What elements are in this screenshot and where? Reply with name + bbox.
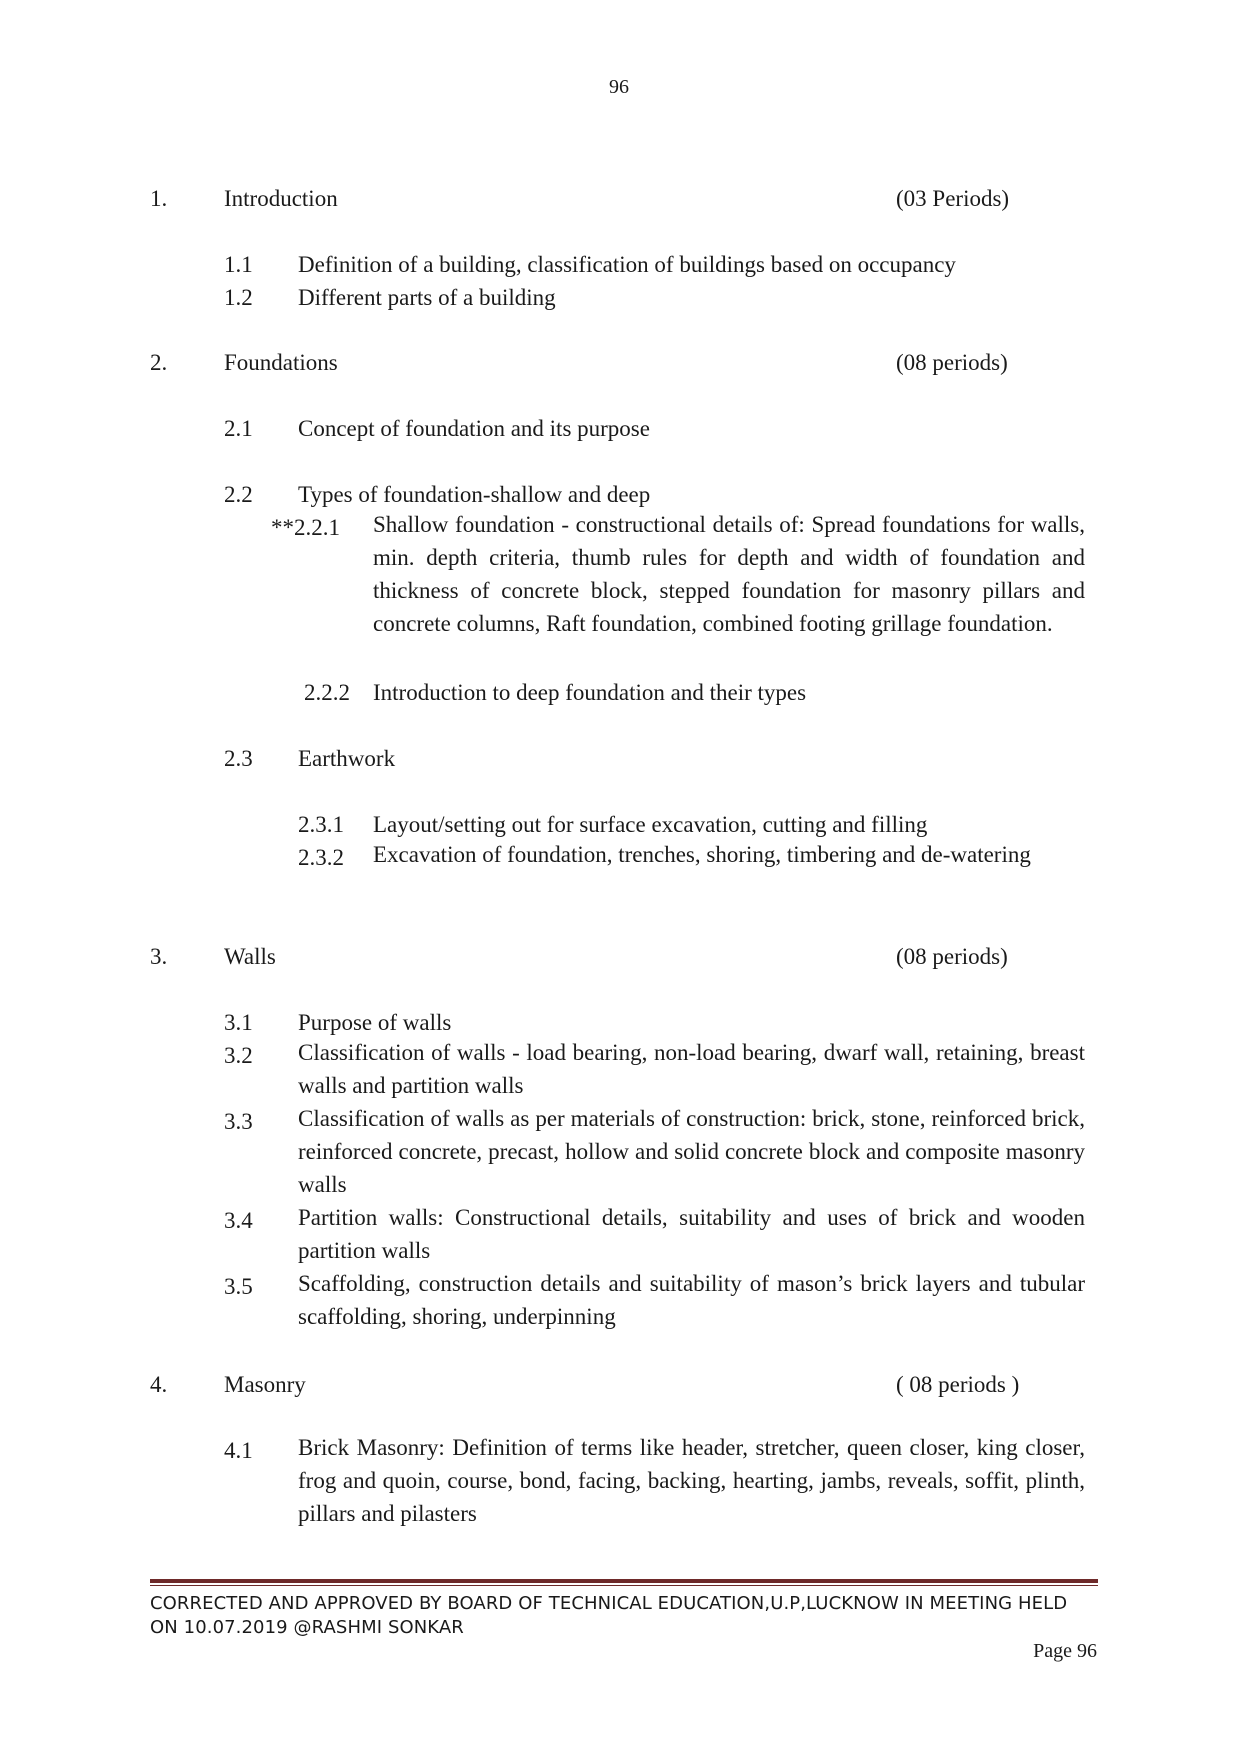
- section-periods: ( 08 periods ): [896, 1372, 1020, 1397]
- item-number: 1.1: [224, 252, 253, 277]
- subitem-text: Excavation of foundation, trenches, shoring, timbering and de-watering: [373, 842, 1031, 867]
- section-periods: (08 periods): [896, 944, 1008, 969]
- item-number: 3.2: [224, 1043, 253, 1068]
- section-number: 4.: [150, 1372, 168, 1397]
- page-number-header: 96: [609, 76, 629, 98]
- item-number: 2.1: [224, 416, 253, 441]
- subitem-number: 2.3.2: [298, 845, 344, 870]
- footer-divider: [150, 1579, 1098, 1583]
- item-number: 3.1: [224, 1010, 253, 1035]
- section-number: 3.: [150, 944, 168, 969]
- item-number: 2.2: [224, 482, 253, 507]
- subitem-text: Introduction to deep foundation and their types: [373, 680, 807, 705]
- section-number: 1.: [150, 186, 168, 211]
- item-number: 2.3: [224, 746, 253, 771]
- subitem-number: 2.2.2: [304, 680, 350, 705]
- section-periods: (08 periods): [896, 350, 1008, 375]
- item-number: 4.1: [224, 1438, 253, 1463]
- item-text: Types of foundation-shallow and deep: [298, 482, 651, 507]
- item-text: Purpose of walls: [298, 1010, 452, 1035]
- section-title: Foundations: [224, 350, 338, 375]
- item-text: Classification of walls - load bearing, non-load bearing, dwarf wall, retaining, breast walls and partition walls: [298, 1040, 1085, 1098]
- section-title: Introduction: [224, 186, 338, 211]
- section-periods: (03 Periods): [896, 186, 1010, 211]
- item-text: Concept of foundation and its purpose: [298, 416, 650, 441]
- footer-page-label: Page 96: [1033, 1640, 1097, 1662]
- item-number: 1.2: [224, 285, 253, 310]
- item-text: Different parts of a building: [298, 285, 556, 310]
- subitem-text: Layout/setting out for surface excavation, cutting and filling: [373, 812, 928, 837]
- item-text: Scaffolding, construction details and suitability of mason’s brick layers and tubular scaffolding, shoring, underpinning: [298, 1271, 1085, 1329]
- subitem-number: 2.3.1: [298, 812, 344, 837]
- section-title: Masonry: [224, 1372, 306, 1397]
- footer-line-2: ON 10.07.2019 @RASHMI SONKAR: [150, 1617, 464, 1638]
- footer-line-1: CORRECTED AND APPROVED BY BOARD OF TECHNICAL EDUCATION,U.P,LUCKNOW IN MEETING HELD: [150, 1593, 1068, 1614]
- footer-approval-note: [150, 1592, 1098, 1640]
- footer-divider-thin: [150, 1585, 1098, 1586]
- item-number: 3.5: [224, 1274, 253, 1299]
- item-text: Definition of a building, classification of buildings based on occupancy: [298, 252, 956, 277]
- item-text: Classification of walls as per materials of construction: brick, stone, reinforced brick, reinforced concrete, precast, hollow and solid concrete block and composite masonry walls: [298, 1106, 1085, 1197]
- subitem-text: Shallow foundation - constructional details of: Spread foundations for walls, min. depth criteria, thumb rules for depth and width of foundation and thickness of concrete block, stepped foundation for masonry pillars and concrete columns, Raft foundation, combined footing grillage foundation.: [373, 512, 1085, 636]
- item-number: 3.4: [224, 1208, 253, 1233]
- item-text: Brick Masonry: Definition of terms like header, stretcher, queen closer, king closer, frog and quoin, course, bond, facing, backing, hearting, jambs, reveals, soffit, plinth, pillars and pilasters: [298, 1435, 1085, 1526]
- section-number: 2.: [150, 350, 168, 375]
- item-text: Earthwork: [298, 746, 396, 771]
- subitem-number: **2.2.1: [271, 515, 340, 540]
- item-text: Partition walls: Constructional details, suitability and uses of brick and wooden partition walls: [298, 1205, 1085, 1263]
- item-number: 3.3: [224, 1109, 253, 1134]
- section-title: Walls: [224, 944, 276, 969]
